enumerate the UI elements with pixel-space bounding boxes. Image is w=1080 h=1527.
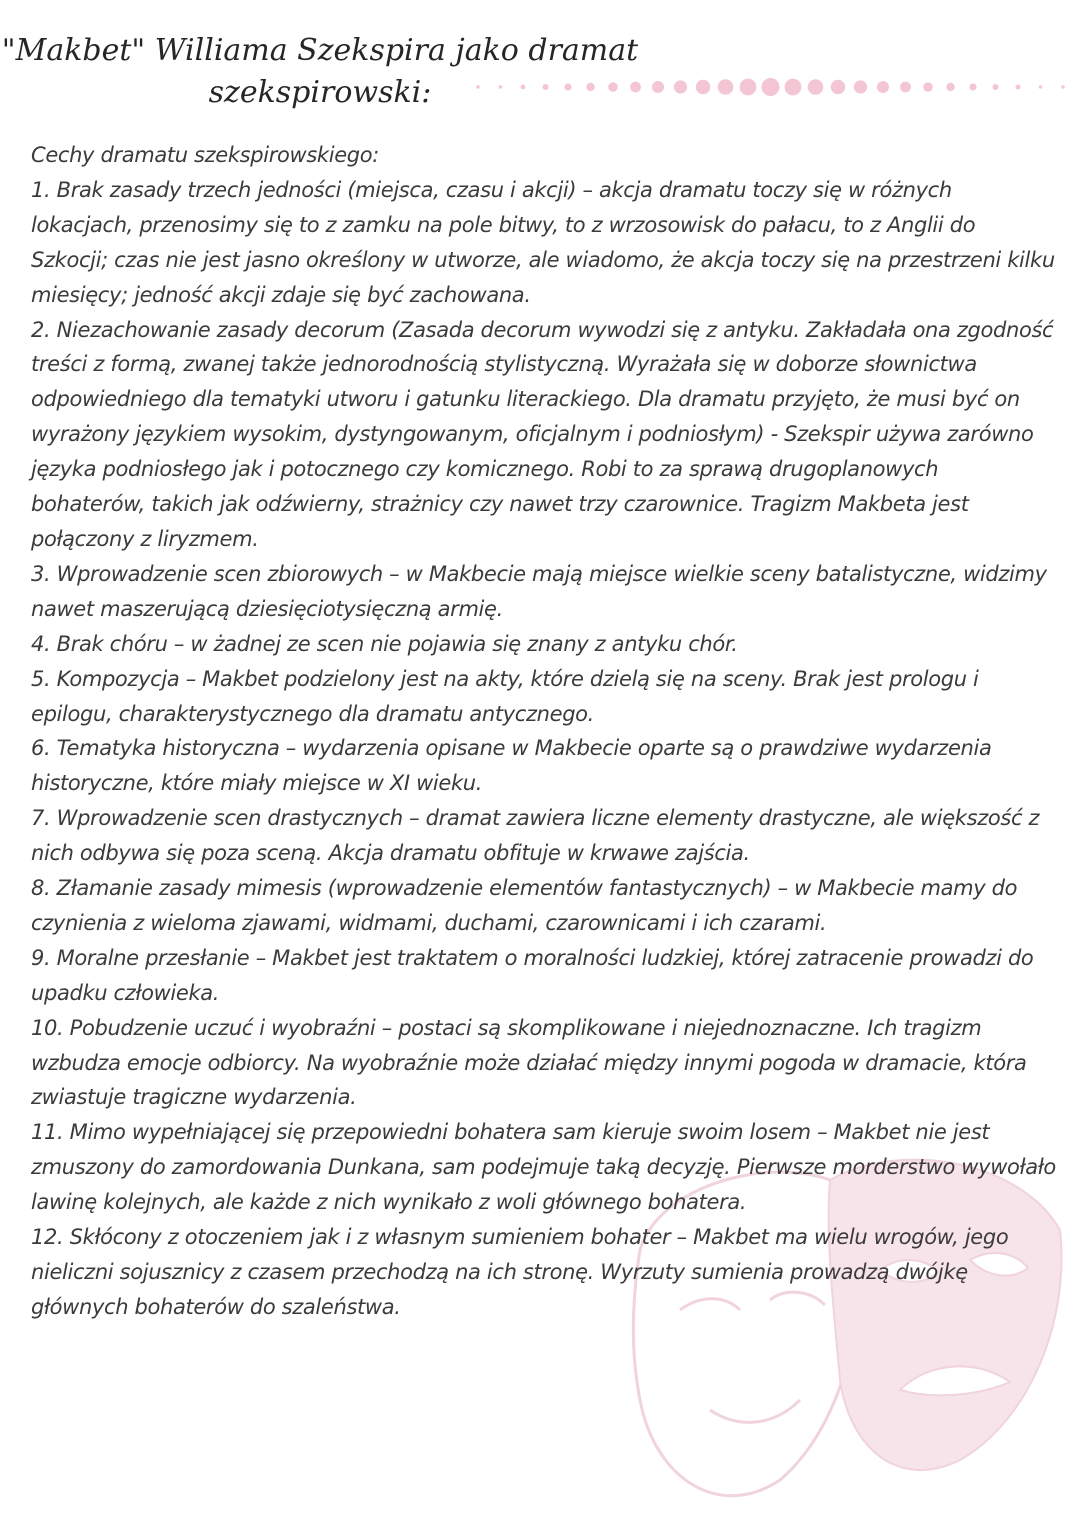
decorative-dot (543, 84, 549, 90)
decorative-dot (630, 82, 641, 93)
decorative-dot (785, 79, 802, 96)
feature-item: 6. Tematyka historyczna – wydarzenia opisane w Makbecie oparte są o prawdziwe wydarzenia historyczne, które miały miejsce w XI wieku. (31, 736, 992, 796)
decorative-dot (674, 80, 687, 93)
feature-item: 10. Pobudzenie uczuć i wyobraźni – postaci są skomplikowane i niejednoznaczne. Ich tragizm wzbudza emocje odbiorcy. Na wyobraźnie może działać między innymi pogoda w dramacie, która zwiastuje tragiczne wydarzenia. (31, 1015, 1027, 1110)
feature-item: 4. Brak chóru – w żadnej ze scen nie pojawia się znany z antyku chór. (31, 631, 738, 656)
decorative-dot (900, 82, 911, 93)
decorative-dot (499, 85, 503, 89)
decorative-dot (808, 79, 824, 95)
decorative-dot (946, 83, 954, 91)
document-body (31, 138, 1056, 1325)
feature-item: 12. Skłócony z otoczeniem jak i z własnym sumieniem bohater – Makbet ma wielu wrogów, jego nieliczni sojusznicy z czasem przechodzą na ich stronę. Wyrzuty sumienia prowadzą dwójkę głównych bohaterów do szaleństwa. (31, 1225, 1009, 1319)
feature-item: 7. Wprowadzenie scen drastycznych – dramat zawiera liczne elementy drastyczne, ale większość z nich odbywa się poza sceną. Akcja dramatu obfituje w krwawe zajścia. (31, 806, 1040, 866)
decorative-dot (923, 82, 933, 92)
decorative-dot (586, 83, 594, 91)
decorative-dot (608, 82, 618, 92)
decorative-dot-row (470, 72, 1080, 102)
decorative-dot (1016, 85, 1021, 90)
decorative-dot (1061, 85, 1065, 89)
decorative-dot (564, 83, 571, 90)
decorative-dot (740, 79, 757, 96)
decorative-dot (1039, 85, 1043, 89)
decorative-dot (877, 81, 889, 93)
decorative-dot (993, 84, 999, 90)
feature-item: 5. Kompozycja – Makbet podzielony jest na akty, które dzielą się na sceny. Brak jest prologu i epilogu, charakterystycznego dla dramatu antycznego. (31, 666, 979, 726)
decorative-dot (831, 80, 845, 94)
feature-item: 8. Złamanie zasady mimesis (wprowadzenie elementów fantastycznych) – w Makbecie mamy do czynienia z wieloma zjawami, widmami, duchami, czarownicami i ich czarami. (31, 876, 1018, 935)
decorative-dot (696, 80, 710, 94)
decorative-dot (521, 85, 526, 90)
intro-heading: Cechy dramatu szekspirowskiego: (31, 143, 379, 167)
decorative-dot (854, 80, 867, 93)
decorative-dot (476, 85, 480, 89)
feature-item: 11. Mimo wypełniającej się przepowiedni bohatera sam kieruje swoim losem – Makbet nie jest zmuszony do zamordowania Dunkana, sam podejmuje taką decyzję. Pierwsze morderstwo wywołało lawinę kolejnych, ale każde z nich wynikało z woli głównego bohatera. (31, 1120, 1056, 1215)
feature-item: 2. Niezachowanie zasady decorum (Zasada decorum wywodzi się z antyku. Zakładała ona zgodność treści z formą, zwanej także jednorodnością stylistyczną. Wyrażała się w doborze słownictwa odpowiedniego dla tematyki utworu i gatunku literackiego. Dla dramatu przyjęto, że musi być on wyrażony językiem wysokim, dystyngowanym, oficjalnym i podniosłym) - Szekspir używa zarówno języka podniosłego jak i potocznego czy komicznego. Robi to za sprawą drugoplanowych bohaterów, takich jak odźwierny, strażnicy czy nawet trzy czarownice. Tragizm Makbeta jest połączony z liryzmem. (31, 317, 1054, 551)
page-title-line-2: szekspirowski: (208, 75, 432, 110)
decorative-dot (652, 81, 664, 93)
decorative-dot (969, 83, 976, 90)
decorative-dot (718, 79, 734, 95)
feature-item: 1. Brak zasady trzech jedności (miejsca, czasu i akcji) – akcja dramatu toczy się w różnych lokacjach, przenosimy się to z zamku na pole bitwy, to z wrzosowisk do pałacu, to z Anglii do Szkocji; czas nie jest jasno określony w utworze, ale wiadomo, że akcja toczy się na przestrzeni kilku miesięcy; jedność akcji zdaje się być zachowana. (31, 177, 1055, 307)
page-title-line-1: "Makbet" Williama Szekspira jako dramat (1, 33, 639, 68)
decorative-dot (762, 78, 780, 96)
feature-item: 9. Moralne przesłanie – Makbet jest traktatem o moralności ludzkiej, której zatracenie prowadzi do upadku człowieka. (31, 945, 1034, 1005)
feature-item: 3. Wprowadzenie scen zbiorowych – w Makbecie mają miejsce wielkie sceny batalistyczne, widzimy nawet maszerującą dziesięciotysięczną armię. (31, 561, 1047, 621)
